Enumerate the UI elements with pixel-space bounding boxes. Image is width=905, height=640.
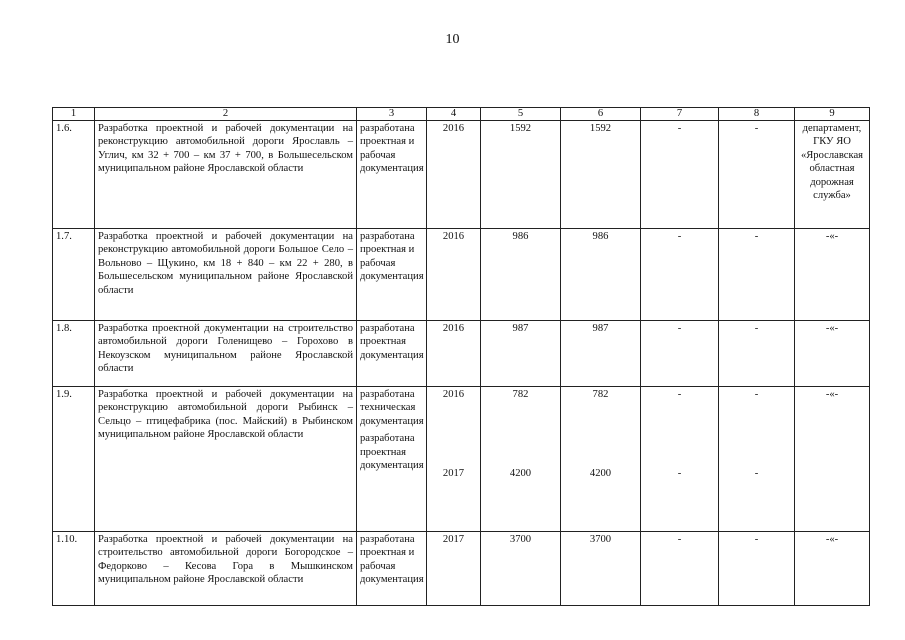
measure-name: Разработка проектной документации на строительство автомобильной дороги Голенищево – Горохово в Некоузском муниципальном районе Ярославской области [95, 321, 357, 387]
status-stage-1: разработана техническая документация [360, 389, 424, 427]
measure-status: разработана проектная документация [357, 321, 427, 387]
row-number: 1.7. [53, 229, 95, 321]
measure-name: Разработка проектной и рабочей документации на реконструкцию автомобильной дороги Рыбинск – Сельцо – птицефабрика (пос. Майский) в Рыбинском муниципальном районе Ярославской области [95, 387, 357, 532]
col8-cell: - [719, 321, 795, 387]
header-cell: 9 [795, 108, 870, 121]
col7-stage-1: - [677, 389, 682, 400]
col8-cell: - [719, 229, 795, 321]
col7-cell: - [641, 121, 719, 229]
col8-stage-1: - [754, 389, 759, 400]
responsible-cell: -«- [795, 532, 870, 606]
responsible-cell: -«- [795, 229, 870, 321]
row-number: 1.6. [53, 121, 95, 229]
header-cell: 5 [481, 108, 561, 121]
year-stage-1: 2016 [442, 389, 465, 400]
col5-cell [481, 387, 561, 532]
status-stage-2: разработана проектная документация [360, 433, 424, 472]
program-table [52, 107, 870, 606]
table-row [53, 321, 870, 387]
col6-cell: 986 [561, 229, 641, 321]
header-cell: 2 [95, 108, 357, 121]
measure-name: Разработка проектной и рабочей документации на реконструкцию автомобильной дороги Ярославль – Углич, км 32 + 700 – км 37 + 700, в Большесельском муниципальном районе Ярославской области [95, 121, 357, 229]
measure-name: Разработка проектной и рабочей документации на реконструкцию автомобильной дороги Большое Село – Вольново – Щукино, км 18 + 840 – км 22 + 280, в Большесельском муниципальном районе Ярославской области [95, 229, 357, 321]
table-row [53, 387, 870, 532]
col5-cell: 1592 [481, 121, 561, 229]
col7-stage-2: - [677, 468, 682, 479]
col8-cell [719, 387, 795, 532]
year-cell: 2016 [427, 321, 481, 387]
col8-cell: - [719, 121, 795, 229]
header-row [53, 108, 870, 121]
col7-cell: - [641, 321, 719, 387]
header-cell: 4 [427, 108, 481, 121]
col5-cell: 3700 [481, 532, 561, 606]
measure-status [357, 387, 427, 532]
col5-cell: 987 [481, 321, 561, 387]
measure-status: разработана проектная и рабочая документация [357, 229, 427, 321]
col6-cell: 987 [561, 321, 641, 387]
row-number: 1.10. [53, 532, 95, 606]
col6-stage-2: 4200 [589, 468, 612, 479]
table-row [53, 229, 870, 321]
col6-cell [561, 387, 641, 532]
header-cell: 7 [641, 108, 719, 121]
col7-cell: - [641, 532, 719, 606]
col8-cell: - [719, 532, 795, 606]
year-stage-2: 2017 [442, 468, 465, 479]
measure-name: Разработка проектной и рабочей документации на строительство автомобильной дороги Богородское – Федорково – Кесова Гора в Мышкинском муниципальном районе Ярославской области [95, 532, 357, 606]
col6-cell: 1592 [561, 121, 641, 229]
col6-cell: 3700 [561, 532, 641, 606]
measure-status: разработана проектная и рабочая документация [357, 121, 427, 229]
col8-stage-2: - [754, 468, 759, 479]
responsible-cell: -«- [795, 321, 870, 387]
year-cell: 2016 [427, 121, 481, 229]
table-row [53, 121, 870, 229]
responsible-cell: департамент, ГКУ ЯО «Ярославская областная дорожная служба» [795, 121, 870, 229]
row-number: 1.8. [53, 321, 95, 387]
measure-status: разработана проектная и рабочая документация [357, 532, 427, 606]
row-number: 1.9. [53, 387, 95, 532]
year-cell: 2016 [427, 229, 481, 321]
col5-stage-1: 782 [512, 389, 529, 400]
header-cell: 6 [561, 108, 641, 121]
year-cell: 2017 [427, 532, 481, 606]
col7-cell: - [641, 229, 719, 321]
header-cell: 1 [53, 108, 95, 121]
col5-stage-2: 4200 [509, 468, 532, 479]
header-cell: 3 [357, 108, 427, 121]
year-cell [427, 387, 481, 532]
col7-cell [641, 387, 719, 532]
header-cell: 8 [719, 108, 795, 121]
col5-cell: 986 [481, 229, 561, 321]
col6-stage-1: 782 [592, 389, 609, 400]
table-row [53, 532, 870, 606]
page-number: 10 [445, 32, 460, 47]
responsible-cell: -«- [795, 387, 870, 532]
